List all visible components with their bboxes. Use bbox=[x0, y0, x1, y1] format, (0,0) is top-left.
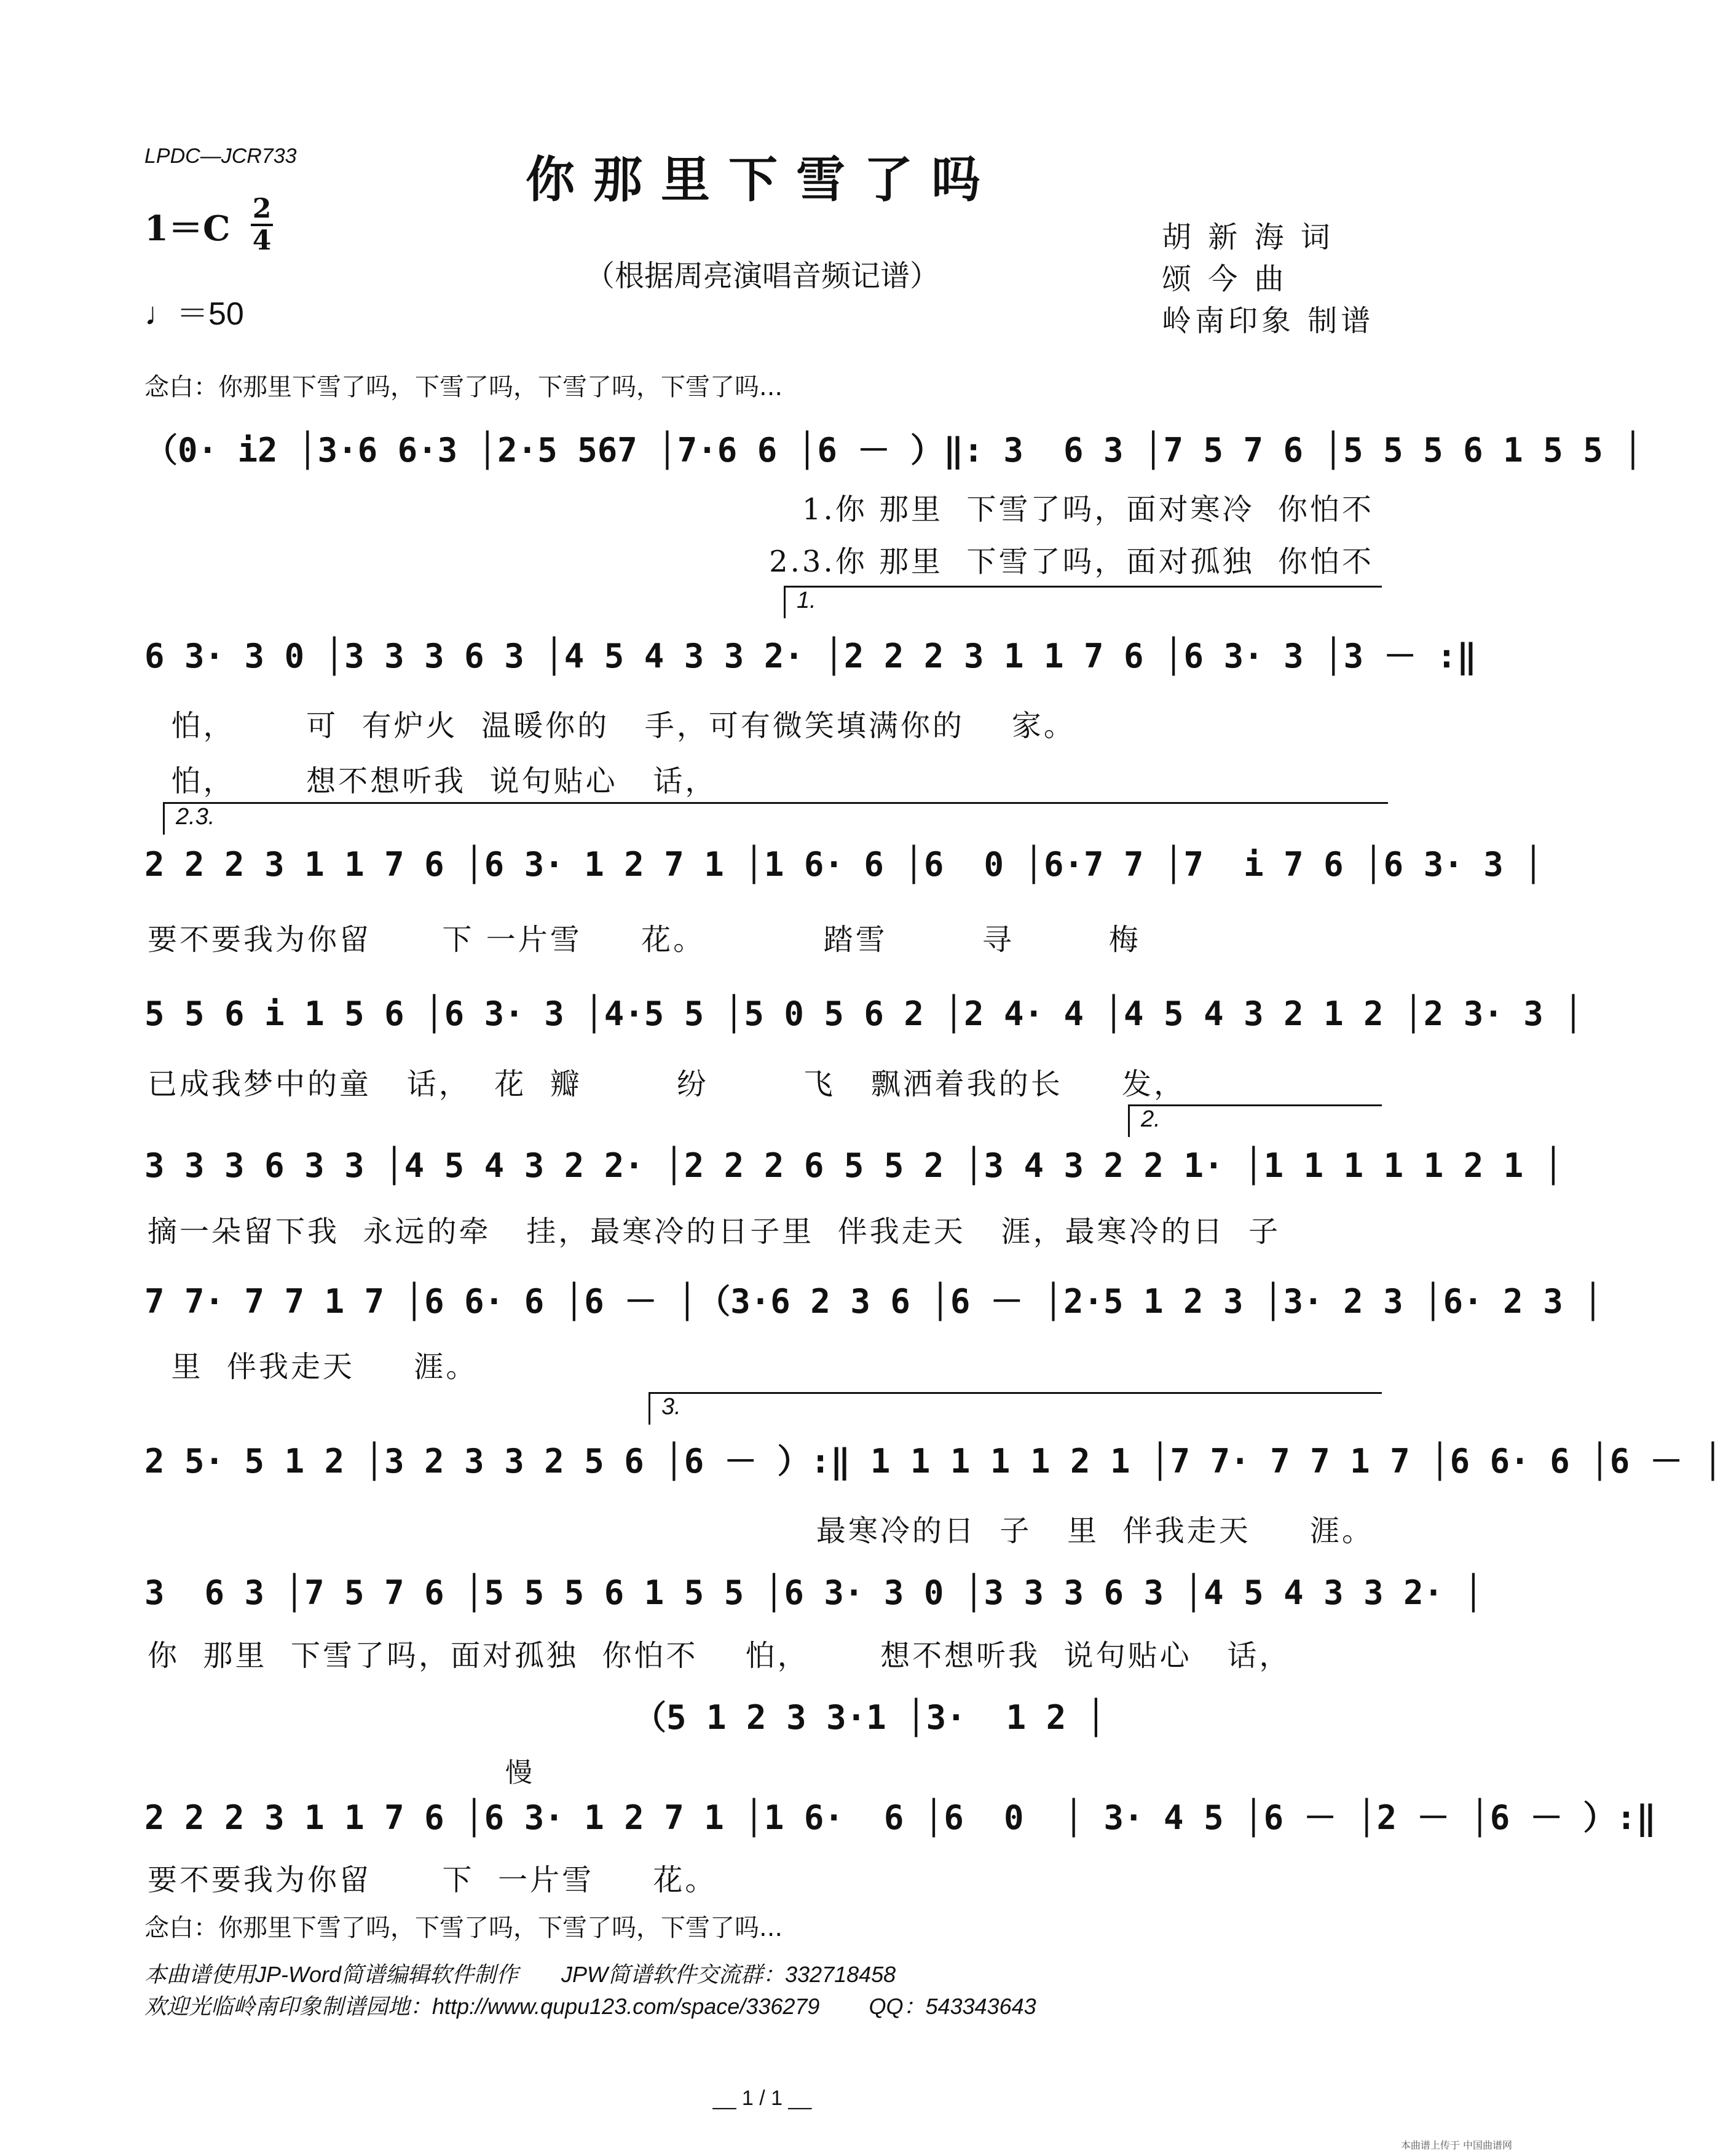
notation-line-9: 2 2 2 3 1 1 7 6 │6 3· 1 2 7 1 │1 6· 6 │6 0 │ 3· 4 5 │6 － │2 － │6 － ）:‖ bbox=[144, 1798, 1657, 1837]
lyric-line-8: 你 那里 下雪了吗，面对孤独 你怕不 怕， 想不想听我 说句贴心 话， bbox=[148, 1639, 1291, 1673]
subtitle: （根据周亮演唱音频记谱） bbox=[585, 259, 939, 293]
lyric-line-1b: 2.3.你 那里 下雪了吗，面对孤独 你怕不 bbox=[769, 545, 1374, 579]
slow-marking: 慢 bbox=[505, 1757, 532, 1788]
lyric-line-6: 里 伴我走天 涯。 bbox=[148, 1350, 478, 1384]
volta-1: 1. bbox=[784, 586, 1382, 618]
footer-line-2: 欢迎光临岭南印象制谱园地：http://www.qupu123.com/space/336279 QQ：543343643 bbox=[144, 1994, 1036, 2019]
notation-line-7: 2 5· 5 1 2 │3 2 3 3 2 5 6 │6 － ）:‖ 1 1 1 1 1 2 1 │7 7· 7 7 1 7 │6 6· 6 │6 － │ bbox=[144, 1442, 1723, 1481]
volta-3: 3. bbox=[649, 1392, 1382, 1425]
notation-line-5: 3 3 3 6 3 3 │4 5 4 3 2 2· │2 2 2 6 5 5 2 │3 4 3 2 2 1· │1 1 1 1 1 2 1 │ bbox=[144, 1146, 1564, 1185]
lyric-line-5: 摘一朵留下我 永远的牵 挂，最寒冷的日子里 伴我走天 涯，最寒冷的日 子 bbox=[148, 1214, 1281, 1249]
lyric-line-7: 最寒冷的日 子 里 伴我走天 涯。 bbox=[816, 1514, 1374, 1548]
notation-line-3: 2 2 2 3 1 1 7 6 │6 3· 1 2 7 1 │1 6· 6 │6 0 │6·7 7 │7 i 7 6 │6 3· 3 │ bbox=[144, 845, 1544, 884]
time-signature bbox=[251, 195, 273, 254]
lyric-line-2b: 怕， 想不想听我 说句贴心 话， bbox=[148, 764, 717, 798]
speech-top: 念白：你那里下雪了吗，下雪了吗，下雪了吗，下雪了吗... bbox=[144, 373, 783, 401]
key-signature: 1＝C bbox=[144, 208, 231, 249]
speech-bottom: 念白：你那里下雪了吗，下雪了吗，下雪了吗，下雪了吗... bbox=[144, 1914, 783, 1942]
lyric-line-9: 要不要我为你留 下 一片雪 花。 bbox=[148, 1863, 717, 1897]
lyric-line-1a: 1.你 那里 下雪了吗，面对寒冷 你怕不 bbox=[802, 492, 1374, 527]
time-top: 2 bbox=[252, 193, 272, 224]
page-title: 你那里下雪了吗 bbox=[526, 151, 999, 208]
notation-line-4: 5 5 6 i 1 5 6 │6 3· 3 │4·5 5 │5 0 5 6 2 │2 4· 4 │4 5 4 3 2 1 2 │2 3· 3 │ bbox=[144, 994, 1583, 1033]
notation-line-8: 3 6 3 │7 5 7 6 │5 5 5 6 1 5 5 │6 3· 3 0 │3 3 3 6 3 │4 5 4 3 3 2· │ bbox=[144, 1573, 1484, 1612]
intro-fragment: （5 1 2 3 3·1 │3· 1 2 │ bbox=[633, 1698, 1106, 1737]
composer: 颂 今 曲 bbox=[1162, 262, 1288, 296]
page-number: __ 1 / 1 __ bbox=[712, 2087, 812, 2110]
notation-line-2: 6 3· 3 0 │3 3 3 6 3 │4 5 4 3 3 2· │2 2 2 3 1 1 7 6 │6 3· 3 │3 － :‖ bbox=[144, 637, 1477, 675]
time-bottom: 4 bbox=[252, 225, 272, 256]
score-code: LPDC—JCR733 bbox=[144, 144, 297, 168]
watermark: 本曲谱上传于 中国曲谱网 bbox=[1400, 2139, 1512, 2151]
volta-2-3: 2.3. bbox=[163, 802, 1388, 835]
notation-line-1: （0· i2 │3·6 6·3 │2·5 567 │7·6 6 │6 － ）‖: 3 6 3 │7 5 7 6 │5 5 5 6 1 5 5 │ bbox=[144, 431, 1643, 470]
footer-line-1: 本曲谱使用JP-Word简谱编辑软件制作 JPW简谱软件交流群：332718458 bbox=[144, 1962, 896, 1987]
lyric-line-4: 已成我梦中的童 话， 花 瓣 纷 飞 飘洒着我的长 发， bbox=[148, 1067, 1186, 1101]
lyric-line-2a: 怕， 可 有炉火 温暖你的 手，可有微笑填满你的 家。 bbox=[148, 709, 1076, 743]
lyric-line-3: 要不要我为你留 下 一片雪 花。 踏雪 寻 梅 bbox=[148, 923, 1141, 957]
volta-2: 2. bbox=[1128, 1104, 1382, 1137]
notation-line-6: 7 7· 7 7 1 7 │6 6· 6 │6 － │（3·6 2 3 6 │6 － │2·5 1 2 3 │3· 2 3 │6· 2 3 │ bbox=[144, 1282, 1603, 1321]
arranger: 岭南印象 制谱 bbox=[1162, 304, 1374, 338]
lyricist: 胡 新 海 词 bbox=[1162, 220, 1334, 254]
credits bbox=[1162, 216, 1374, 342]
tempo-marking: ♩＝50 bbox=[144, 296, 244, 332]
